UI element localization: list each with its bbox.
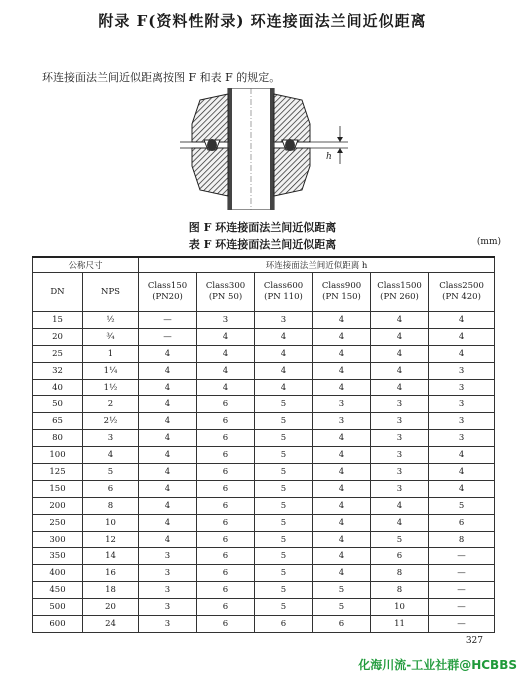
cell-distance: 3: [429, 396, 495, 413]
cell-distance: 6: [197, 514, 255, 531]
class-name: Class1500: [377, 281, 422, 291]
cell-distance: 3: [371, 464, 429, 481]
cell-nps: 8: [83, 497, 139, 514]
header-class-150: [139, 273, 197, 312]
cell-distance: 5: [255, 480, 313, 497]
cell-dn: 20: [33, 328, 83, 345]
cell-distance: 5: [255, 599, 313, 616]
class-pn: (PN 420): [442, 292, 481, 302]
class-pn: (PN 110): [264, 292, 303, 302]
cell-distance: 4: [371, 379, 429, 396]
cell-distance: 4: [139, 480, 197, 497]
cell-distance: 4: [313, 464, 371, 481]
class-name: Class900: [321, 281, 362, 291]
header-class-900: [313, 273, 371, 312]
cell-distance: —: [429, 565, 495, 582]
cell-distance: 4: [313, 548, 371, 565]
cell-dn: 600: [33, 616, 83, 633]
cell-distance: 4: [429, 312, 495, 329]
cell-distance: 3: [429, 379, 495, 396]
cell-distance: 4: [313, 430, 371, 447]
cell-distance: 3: [429, 413, 495, 430]
table-row: [33, 464, 495, 481]
cell-distance: 4: [139, 362, 197, 379]
cell-distance: 3: [139, 565, 197, 582]
cell-distance: 4: [255, 362, 313, 379]
cell-distance: 4: [429, 328, 495, 345]
table-caption: 表 F 环连接面法兰间近似距离: [188, 238, 337, 251]
cell-distance: 5: [255, 447, 313, 464]
cell-distance: 5: [255, 464, 313, 481]
table-row: [33, 565, 495, 582]
cell-nps: 24: [83, 616, 139, 633]
page-title: 附录 F(资料性附录) 环连接面法兰间近似距离: [98, 12, 427, 30]
dimension-h-label: h: [326, 152, 332, 162]
cell-distance: 11: [371, 616, 429, 633]
table-row: [33, 396, 495, 413]
cell-dn: 450: [33, 582, 83, 599]
cell-distance: 5: [255, 548, 313, 565]
table-row: [33, 447, 495, 464]
table-row: [33, 548, 495, 565]
cell-distance: 4: [197, 362, 255, 379]
cell-distance: 4: [139, 430, 197, 447]
cell-dn: 50: [33, 396, 83, 413]
cell-distance: 4: [139, 464, 197, 481]
cell-dn: 125: [33, 464, 83, 481]
header-dn: DN: [33, 273, 83, 312]
cell-distance: 6: [197, 447, 255, 464]
table-row: [33, 328, 495, 345]
cell-distance: 6: [371, 548, 429, 565]
cell-distance: 5: [255, 413, 313, 430]
header-nps: NPS: [83, 273, 139, 312]
cell-distance: 6: [197, 531, 255, 548]
table-row: [33, 616, 495, 633]
cell-distance: 4: [197, 379, 255, 396]
cell-distance: 4: [139, 531, 197, 548]
cell-dn: 15: [33, 312, 83, 329]
cell-distance: 3: [313, 413, 371, 430]
cell-distance: 3: [255, 312, 313, 329]
cell-nps: 3: [83, 430, 139, 447]
cell-distance: 5: [255, 430, 313, 447]
cell-distance: 6: [197, 599, 255, 616]
cell-dn: 150: [33, 480, 83, 497]
table-row: [33, 599, 495, 616]
cell-distance: 3: [139, 616, 197, 633]
cell-nps: 4: [83, 447, 139, 464]
cell-nps: 14: [83, 548, 139, 565]
cell-nps: 6: [83, 480, 139, 497]
cell-distance: 4: [313, 379, 371, 396]
unit-label: (mm): [476, 237, 501, 247]
cell-distance: 4: [139, 497, 197, 514]
cell-dn: 80: [33, 430, 83, 447]
cell-distance: 6: [197, 582, 255, 599]
table-row: [33, 480, 495, 497]
cell-distance: 6: [197, 616, 255, 633]
cell-distance: 4: [313, 328, 371, 345]
cell-nps: 12: [83, 531, 139, 548]
cell-distance: 5: [371, 531, 429, 548]
cell-nps: ½: [83, 312, 139, 329]
cell-distance: 4: [429, 447, 495, 464]
cell-distance: 3: [139, 548, 197, 565]
flange-figure: [170, 88, 360, 210]
table-row: [33, 582, 495, 599]
cell-distance: 3: [139, 599, 197, 616]
cell-dn: 350: [33, 548, 83, 565]
cell-distance: 8: [429, 531, 495, 548]
cell-distance: 4: [313, 312, 371, 329]
cell-distance: 4: [429, 345, 495, 362]
cell-distance: 4: [313, 480, 371, 497]
cell-nps: 2½: [83, 413, 139, 430]
class-pn: (PN 150): [322, 292, 361, 302]
table-row: [33, 514, 495, 531]
class-pn: (PN 50): [208, 292, 243, 302]
cell-nps: 1¼: [83, 362, 139, 379]
table-row: [33, 531, 495, 548]
cell-distance: 5: [255, 582, 313, 599]
cell-distance: 3: [371, 447, 429, 464]
flange-distance-table: [32, 256, 495, 633]
cell-nps: 5: [83, 464, 139, 481]
table-row: [33, 362, 495, 379]
table-row: [33, 312, 495, 329]
cell-distance: 10: [371, 599, 429, 616]
cell-distance: —: [139, 328, 197, 345]
cell-dn: 65: [33, 413, 83, 430]
table-row: [33, 497, 495, 514]
cell-nps: 10: [83, 514, 139, 531]
cell-distance: 4: [139, 379, 197, 396]
cell-distance: 5: [313, 599, 371, 616]
class-pn: (PN20): [152, 292, 183, 302]
cell-distance: 4: [429, 464, 495, 481]
cell-nps: 20: [83, 599, 139, 616]
watermark: 化海川流-工业社群@HCBBS: [358, 658, 517, 672]
cell-distance: 8: [371, 582, 429, 599]
header-class-300: [197, 273, 255, 312]
cell-distance: 4: [313, 447, 371, 464]
cell-distance: 4: [313, 514, 371, 531]
page-number: 327: [465, 636, 483, 646]
cell-dn: 500: [33, 599, 83, 616]
cell-nps: 16: [83, 565, 139, 582]
cell-distance: 8: [371, 565, 429, 582]
cell-nps: 18: [83, 582, 139, 599]
class-name: Class300: [205, 281, 246, 291]
cell-distance: 4: [313, 565, 371, 582]
cell-distance: 4: [139, 413, 197, 430]
cell-distance: —: [429, 582, 495, 599]
cell-distance: —: [429, 616, 495, 633]
cell-distance: 4: [255, 328, 313, 345]
cell-distance: 6: [197, 548, 255, 565]
table-row: [33, 430, 495, 447]
cell-distance: 5: [255, 514, 313, 531]
cell-distance: —: [429, 548, 495, 565]
cell-distance: 3: [371, 430, 429, 447]
cell-dn: 25: [33, 345, 83, 362]
class-pn: (PN 260): [380, 292, 419, 302]
cell-nps: 2: [83, 396, 139, 413]
class-name: Class150: [147, 281, 188, 291]
cell-distance: 6: [313, 616, 371, 633]
header-class-600: [255, 273, 313, 312]
table-body: [33, 312, 495, 633]
cell-distance: 3: [429, 362, 495, 379]
header-nominal-size: 公称尺寸: [33, 257, 139, 273]
cell-distance: 3: [371, 413, 429, 430]
header-class-1500: [371, 273, 429, 312]
cell-distance: 3: [371, 480, 429, 497]
cell-dn: 200: [33, 497, 83, 514]
intro-text: 环连接面法兰间近似距离按图 F 和表 F 的规定。: [42, 71, 281, 84]
cell-nps: 1: [83, 345, 139, 362]
table-row: [33, 413, 495, 430]
cell-dn: 250: [33, 514, 83, 531]
cell-distance: 4: [139, 396, 197, 413]
class-name: Class2500: [439, 281, 484, 291]
cell-distance: 6: [429, 514, 495, 531]
cell-distance: 4: [255, 379, 313, 396]
cell-dn: 32: [33, 362, 83, 379]
cell-distance: 4: [371, 345, 429, 362]
cell-distance: 3: [371, 396, 429, 413]
cell-distance: 4: [139, 514, 197, 531]
cell-distance: —: [139, 312, 197, 329]
cell-distance: 5: [429, 497, 495, 514]
cell-distance: 3: [313, 396, 371, 413]
cell-distance: 6: [197, 396, 255, 413]
cell-distance: 4: [371, 328, 429, 345]
cell-distance: 4: [255, 345, 313, 362]
cell-distance: 6: [197, 464, 255, 481]
cell-distance: 4: [371, 497, 429, 514]
cell-distance: 4: [139, 447, 197, 464]
cell-distance: 4: [371, 362, 429, 379]
cell-distance: 3: [429, 430, 495, 447]
figure-caption: 图 F 环连接面法兰间近似距离: [188, 221, 337, 234]
flange-drawing: [170, 88, 360, 210]
cell-distance: 4: [371, 312, 429, 329]
cell-nps: 1½: [83, 379, 139, 396]
cell-distance: 4: [197, 345, 255, 362]
cell-distance: 4: [371, 514, 429, 531]
cell-distance: 3: [139, 582, 197, 599]
cell-distance: 5: [255, 497, 313, 514]
cell-distance: 6: [197, 430, 255, 447]
table-row: [33, 379, 495, 396]
cell-distance: 4: [313, 531, 371, 548]
cell-distance: 6: [255, 616, 313, 633]
cell-nps: ¾: [83, 328, 139, 345]
cell-distance: 4: [313, 362, 371, 379]
cell-distance: 6: [197, 565, 255, 582]
cell-distance: 4: [313, 345, 371, 362]
table-row: [33, 345, 495, 362]
class-name: Class600: [263, 281, 304, 291]
cell-distance: 5: [313, 582, 371, 599]
cell-dn: 40: [33, 379, 83, 396]
cell-distance: 5: [255, 565, 313, 582]
cell-dn: 400: [33, 565, 83, 582]
header-class-2500: [429, 273, 495, 312]
cell-distance: 5: [255, 531, 313, 548]
cell-distance: 4: [313, 497, 371, 514]
cell-distance: 3: [197, 312, 255, 329]
cell-dn: 300: [33, 531, 83, 548]
header-distance-h: 环连接面法兰间近似距离 h: [139, 257, 495, 273]
cell-distance: 6: [197, 413, 255, 430]
cell-dn: 100: [33, 447, 83, 464]
cell-distance: 6: [197, 480, 255, 497]
cell-distance: 5: [255, 396, 313, 413]
cell-distance: —: [429, 599, 495, 616]
cell-distance: 4: [429, 480, 495, 497]
cell-distance: 4: [139, 345, 197, 362]
cell-distance: 6: [197, 497, 255, 514]
cell-distance: 4: [197, 328, 255, 345]
